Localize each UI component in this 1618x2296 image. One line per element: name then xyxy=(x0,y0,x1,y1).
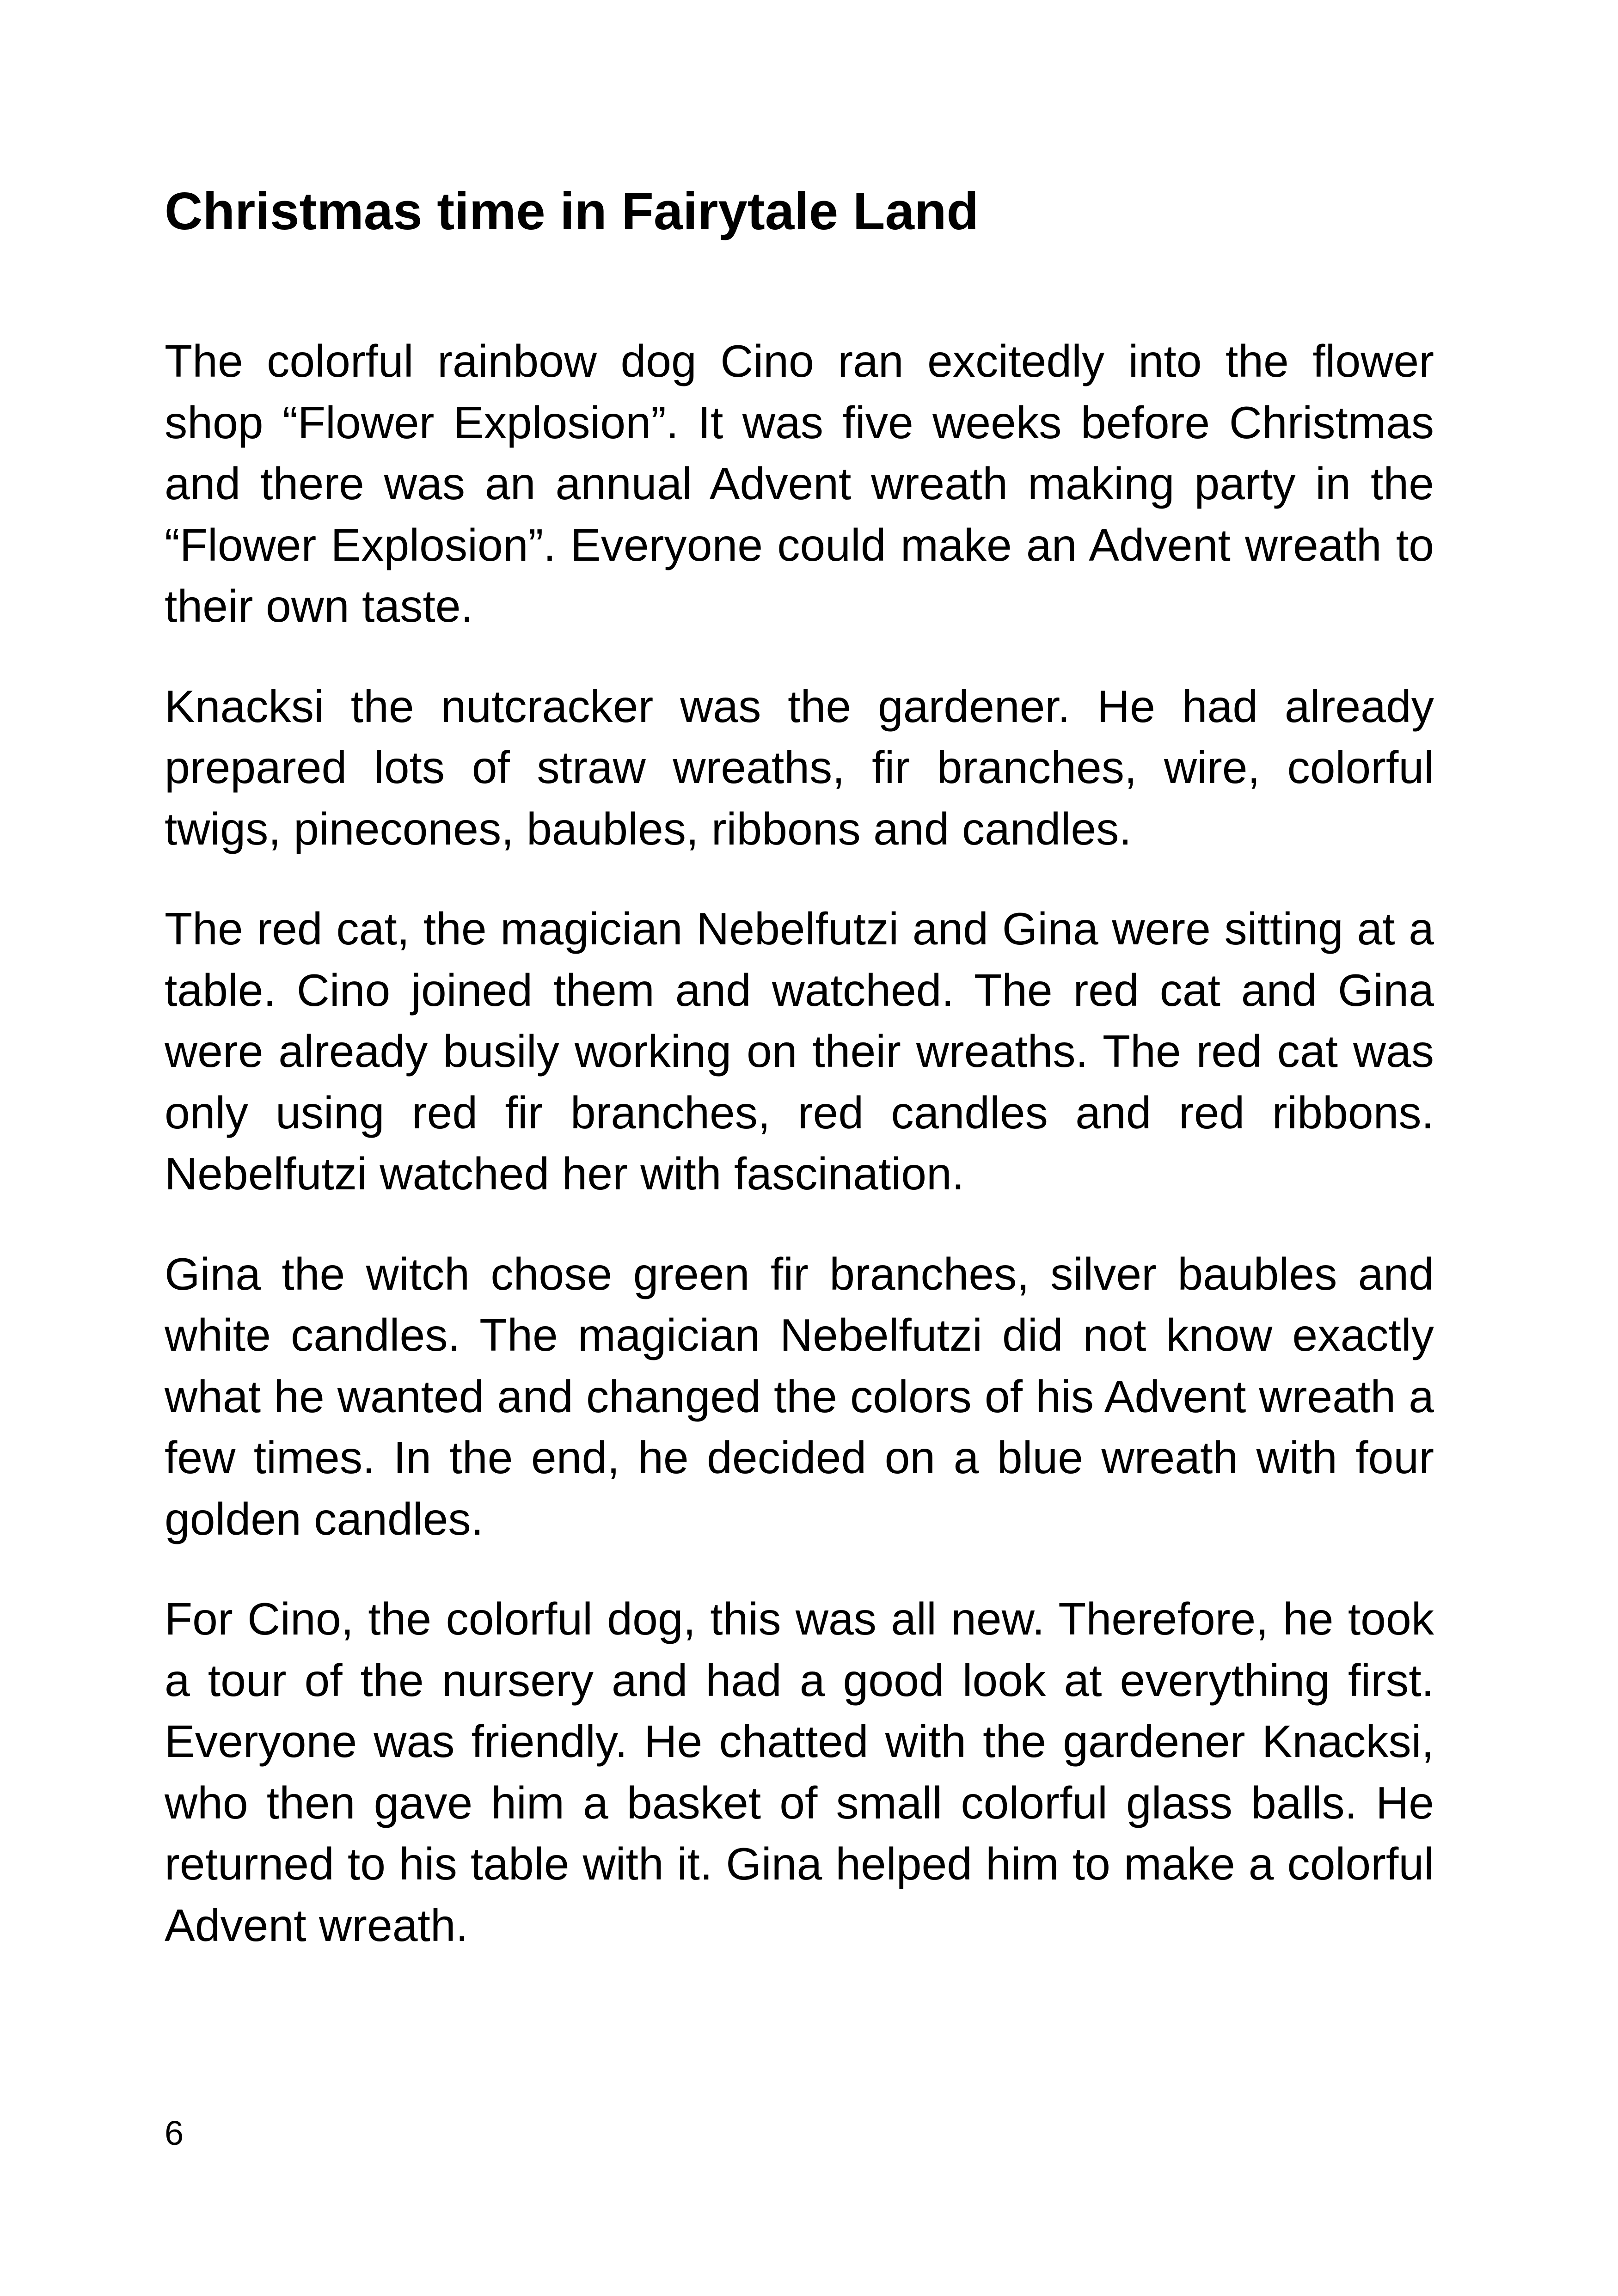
story-body xyxy=(165,331,1434,1995)
paragraph-4: Gina the witch chose green fir branches, silver baubles and white candles. The magician Nebelfutzi did not know exactly what he wanted and changed the colors of his Advent wreath a few times. In the end, he decided on a blue wreath with four golden candles. xyxy=(165,1248,1434,1544)
page-title: Christmas time in Fairytale Land xyxy=(165,182,979,241)
paragraph-3: The red cat, the magician Nebelfutzi and Gina were sitting at a table. Cino joined them and watched. The red cat and Gina were already busily working on their wreaths. The red cat was only using red fir branches, red candles and red ribbons. Nebelfutzi watched her with fascination. xyxy=(165,903,1434,1199)
paragraph-1: The colorful rainbow dog Cino ran excitedly into the flower shop “Flower Explosion”. It was five weeks before Christmas and there was an annual Advent wreath making party in the “Flower Explosion”. Everyone could make an Advent wreath to their own taste. xyxy=(165,336,1434,631)
paragraph-5: For Cino, the colorful dog, this was all new. Therefore, he took a tour of the nursery and had a good look at everything first. Everyone was friendly. He chatted with the gardener Knacksi, who then gave him a basket of small colorful glass balls. He returned to his table with it. Gina helped him to make a colorful Advent wreath. xyxy=(165,1593,1434,1951)
page-number: 6 xyxy=(165,2114,184,2152)
paragraph-2: Knacksi the nutcracker was the gardener. He had already prepared lots of straw wreaths, fir branches, wire, colorful twigs, pinecones, baubles, ribbons and candles. xyxy=(165,680,1434,854)
